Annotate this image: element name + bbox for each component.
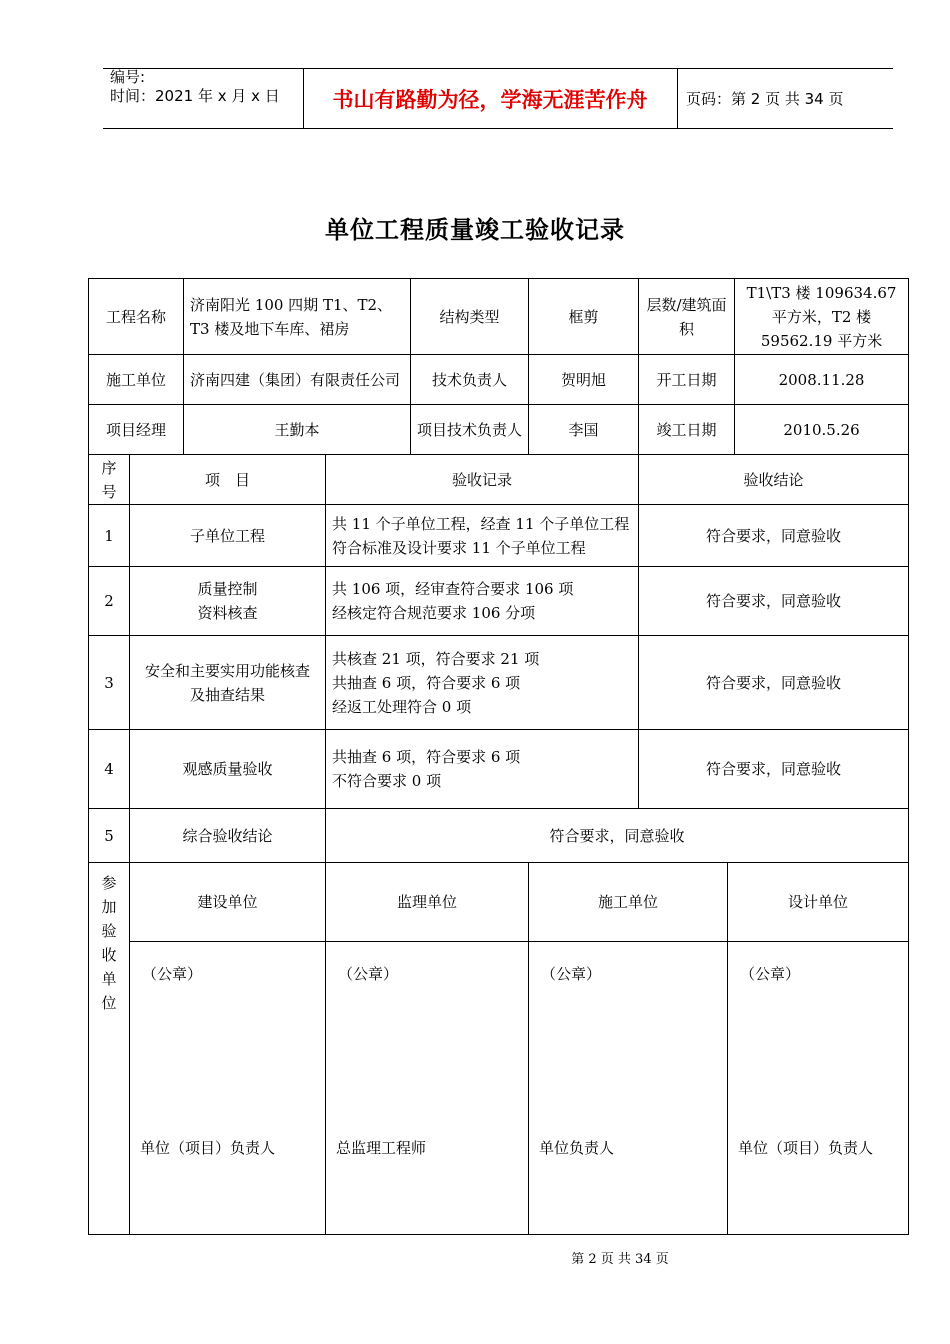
contractor-label: 施工单位	[89, 355, 184, 405]
structure-type-label: 结构类型	[411, 279, 529, 355]
participant-unit-name: 设计单位	[728, 863, 909, 942]
stamp-label: （公章）	[541, 965, 602, 983]
row-item: 子单位工程	[130, 505, 326, 567]
project-manager-value: 王勤本	[184, 405, 411, 455]
header-divider-right	[677, 68, 678, 129]
start-date-label: 开工日期	[639, 355, 735, 405]
row-conclusion: 符合要求，同意验收	[639, 567, 909, 636]
participant-unit-name: 施工单位	[529, 863, 728, 942]
row-item: 观感质量验收	[130, 730, 326, 809]
row-record-line: 共抽查 6 项，符合要求 6 项	[332, 748, 521, 766]
row-item	[130, 636, 326, 730]
participants-signature-row	[89, 942, 909, 1235]
stamp-label: （公章）	[740, 965, 801, 983]
row-seq: 5	[89, 809, 130, 863]
participant-unit-name: 监理单位	[326, 863, 529, 942]
header-meta	[110, 68, 280, 106]
structure-type-value: 框剪	[529, 279, 639, 355]
row-seq: 1	[89, 505, 130, 567]
project-tech-lead-label: 项目技术负责人	[411, 405, 529, 455]
row-item-line: 安全和主要实用功能核查及抽查结果	[145, 661, 311, 704]
document-number-label: 编号:	[110, 68, 146, 86]
column-header-conclusion: 验收结论	[639, 455, 909, 505]
project-manager-label: 项目经理	[89, 405, 184, 455]
signer-label: 单位（项目）负责人	[738, 1139, 874, 1157]
table-row	[89, 505, 909, 567]
page-title: 单位工程质量竣工验收记录	[325, 216, 625, 244]
signer-label: 总监理工程师	[336, 1139, 427, 1157]
stamp-label: （公章）	[142, 965, 203, 983]
stamp-label: （公章）	[338, 965, 399, 983]
signature-cell	[130, 942, 326, 1235]
row-record: 符合要求，同意验收	[326, 809, 909, 863]
floors-area-value: T1\T3 楼 109634.67 平方米，T2 楼 59562.19 平方米	[735, 279, 909, 355]
row-record-line: 共 11 个子单位工程，经查 11 个子单位工程符合标准及设计要求 11 个子单位工程	[332, 514, 630, 557]
participants-label	[89, 863, 130, 1235]
column-header-seq: 序号	[89, 455, 130, 505]
row-item: 综合验收结论	[130, 809, 326, 863]
start-date-value: 2008.11.28	[735, 355, 909, 405]
header-motto: 书山有路勤为径，学海无涯苦作舟	[332, 88, 648, 112]
row-record	[326, 567, 639, 636]
project-name-label: 工程名称	[89, 279, 184, 355]
footer-page-number: 第 2 页 共 34 页	[571, 1252, 669, 1267]
row-record-line: 经返工处理符合 0 项	[332, 697, 472, 716]
row-item-line: 质量控制	[197, 580, 258, 598]
row-record-line: 共核查 21 项，符合要求 21 项	[332, 649, 540, 668]
items-header-row	[89, 455, 909, 505]
acceptance-record-table	[88, 278, 909, 1235]
column-header-record: 验收记录	[326, 455, 639, 505]
row-record-line: 不符合要求 0 项	[332, 772, 442, 790]
table-row	[89, 567, 909, 636]
row-record	[326, 505, 639, 567]
signature-cell	[728, 942, 909, 1235]
header-page-label: 页码：第 2 页 共 34 页	[686, 90, 844, 108]
signer-label: 单位负责人	[539, 1139, 615, 1157]
tech-lead-value: 贺明旭	[529, 355, 639, 405]
participants-label-text: 参加验收单位	[101, 874, 117, 1012]
row-record	[326, 636, 639, 730]
info-row-project	[89, 279, 909, 355]
row-record	[326, 730, 639, 809]
info-row-contractor	[89, 355, 909, 405]
signature-cell	[529, 942, 728, 1235]
page-footer	[0, 1248, 950, 1267]
row-seq: 3	[89, 636, 130, 730]
row-seq: 2	[89, 567, 130, 636]
project-tech-lead-value: 李国	[529, 405, 639, 455]
row-record-line: 共 106 项，经审查符合要求 106 项	[332, 580, 574, 598]
header-bottom-rule	[103, 128, 893, 129]
tech-lead-label: 技术负责人	[411, 355, 529, 405]
participant-unit-name: 建设单位	[130, 863, 326, 942]
participants-header-row	[89, 863, 909, 942]
table-row	[89, 809, 909, 863]
contractor-value: 济南四建（集团）有限责任公司	[184, 355, 411, 405]
row-item-line: 资料核查	[197, 604, 258, 622]
row-conclusion: 符合要求，同意验收	[639, 505, 909, 567]
info-row-manager	[89, 405, 909, 455]
column-header-item: 项 目	[130, 455, 326, 505]
signature-cell	[326, 942, 529, 1235]
row-conclusion: 符合要求，同意验收	[639, 636, 909, 730]
finish-date-label: 竣工日期	[639, 405, 735, 455]
row-seq: 4	[89, 730, 130, 809]
row-record-line: 共抽查 6 项，符合要求 6 项	[332, 673, 521, 692]
finish-date-value: 2010.5.26	[735, 405, 909, 455]
table-row	[89, 730, 909, 809]
row-item	[130, 567, 326, 636]
signer-label: 单位（项目）负责人	[140, 1139, 276, 1157]
row-record-line: 经核定符合规范要求 106 分项	[332, 604, 536, 622]
document-time-label: 时间：2021 年 x 月 x 日	[110, 87, 280, 105]
floors-area-label: 层数/建筑面积	[639, 279, 735, 355]
project-name-value: 济南阳光 100 四期 T1、T2、T3 楼及地下车库、裙房	[184, 279, 411, 355]
table-row	[89, 636, 909, 730]
row-conclusion: 符合要求，同意验收	[639, 730, 909, 809]
